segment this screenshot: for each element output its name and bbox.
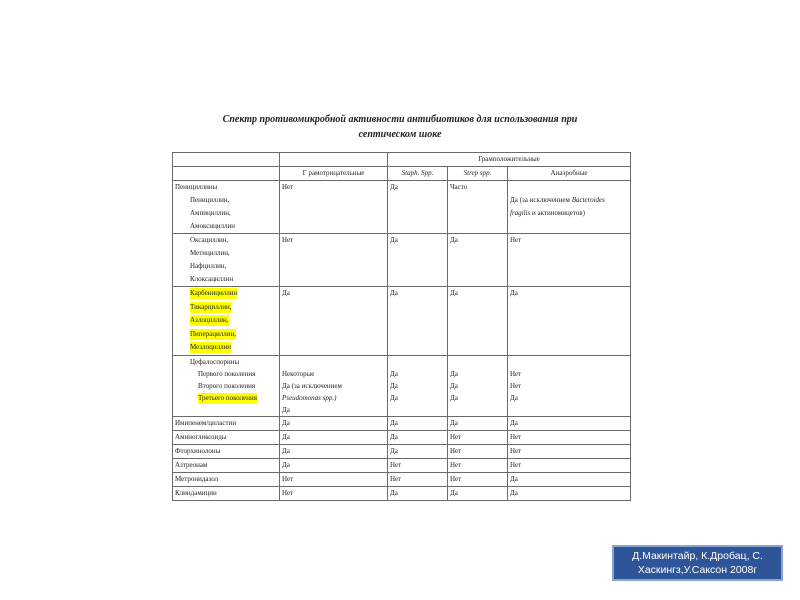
strep-cell: Нет [448,444,508,458]
staph-cell: Да [388,486,448,500]
anaer-species: Bacteroides [571,196,605,204]
title-line-2: септическом шоке [358,129,442,140]
strep-value: Да [450,393,458,402]
gram-neg-value: Pseudomonas spp.) [282,393,337,402]
anaerobes-cell: Да [508,472,631,486]
drug-cell [173,287,280,356]
strep-cell: Нет [448,430,508,444]
anaerobes-cell: Нет [508,458,631,472]
drug-name-highlighted: Тикарциллин, [190,302,232,311]
table-row [173,430,631,444]
gram-neg-cell: Нет [280,486,388,500]
gram-neg-cell: Да [280,458,388,472]
drug-name: Клоксациллин [190,275,234,283]
strep-value: Да [450,369,458,378]
anaerobes-cell: Нет [508,430,631,444]
anaerobes-cell: Да [508,287,631,356]
credit-line-2: Хаскингз,У.Саксон 2008г [637,564,758,576]
anaer-value: Нет [510,381,522,390]
strep-cell: Да [448,486,508,500]
header-gram-positive: Грамположительные [388,153,631,167]
gram-neg-value: Да [282,405,290,414]
antibiotic-spectrum-table [172,152,631,501]
anaer-text-2: и актиномицетов) [530,209,585,217]
drug-name: Ампициллин, [190,209,231,217]
author-credit-box [612,545,783,581]
header-staph: Staph. Spp. [388,167,448,181]
drug-name-highlighted: Карбенициллин [190,289,238,297]
table-row [173,472,631,486]
staph-cell [388,355,448,416]
drug-cell [173,355,280,416]
header-empty-cell [173,153,280,167]
gram-neg-cell [280,355,388,416]
table-row [173,458,631,472]
strep-cell: Да [448,287,508,356]
gram-neg-cell: Да [280,416,388,430]
table-row-cephalosporins [173,355,631,416]
drug-name: Оксациллин, [190,236,229,244]
staph-cell: Да [388,287,448,356]
gram-neg-cell: Нет [280,234,388,287]
table-row-oxacillin-group [173,234,631,287]
anaerobes-cell [508,355,631,416]
gram-neg-cell: Да [280,444,388,458]
slide-title [170,112,630,142]
title-line-1: Спектр противомикробной активности антибиотиков для использования при [222,114,578,125]
drug-cell [173,234,280,287]
drug-cell [173,181,280,234]
staph-value: Да [390,369,398,378]
anaerobes-cell: Нет [508,444,631,458]
header-row-1 [173,153,631,167]
staph-cell: Да [388,444,448,458]
group-name: Цефалоспорины [190,357,240,366]
staph-cell: Нет [388,472,448,486]
staph-cell: Нет [388,458,448,472]
drug-name-highlighted: Третьего поколения [198,393,257,402]
anaer-value: Да [510,393,518,402]
staph-cell: Да [388,430,448,444]
header-row-2 [173,167,631,181]
gram-neg-value: Некоторые [282,369,315,378]
drug-name: Пенициллин, [190,196,230,204]
drug-cell: Клиндамицин [173,486,280,500]
group-name: Пенициллины [175,183,218,191]
gram-neg-cell: Нет [280,181,388,234]
strep-cell: Нет [448,458,508,472]
gram-neg-cell: Нет [280,472,388,486]
header-gram-negative: Г рамотрицательные [280,167,388,181]
strep-cell: Да [448,234,508,287]
strep-cell [448,355,508,416]
drug-cell: Имипенем/циластин [173,416,280,430]
drug-cell: Метронидазол [173,472,280,486]
drug-name-highlighted: Азлоциллин, [190,316,229,325]
drug-cell: Азтреонам [173,458,280,472]
strep-cell: Да [448,416,508,430]
strep-cell: Нет [448,472,508,486]
drug-name: Метициллин, [190,249,230,257]
drug-name: Первого поколения [198,369,256,378]
anaer-value: Нет [510,369,522,378]
table-row-carbenicillin-group [173,287,631,356]
anaerobes-cell: Нет [508,234,631,287]
anaerobes-cell: Да [508,416,631,430]
gram-neg-cell: Да [280,430,388,444]
drug-cell: Фторхинолоны [173,444,280,458]
table-row [173,486,631,500]
drug-name: Нафциллин, [190,262,227,270]
strep-value: Да [450,381,458,390]
staph-cell: Да [388,181,448,234]
credit-line-1: Д.Макинтайр, К.Дробац, С. [632,550,763,562]
gram-neg-cell: Да [280,287,388,356]
drug-cell: Аминогликозиды [173,430,280,444]
staph-cell: Да [388,234,448,287]
drug-name: Второго поколения [198,381,256,390]
table-row [173,444,631,458]
header-strep: Strep spp. [448,167,508,181]
staph-value: Да [390,381,398,390]
anaer-text: Да (за исключением [510,196,572,204]
anaerobes-cell [508,181,631,234]
anaer-species-2: fragilis [510,209,531,217]
drug-name-highlighted: Пиперациллин, [190,329,236,338]
drug-name: Амоксициллин [190,222,236,230]
gram-neg-value: Да (за исключением [282,381,342,390]
table-row-penicillins [173,181,631,234]
strep-cell: Часто [448,181,508,234]
header-anaerobes: Анаэробные [508,167,631,181]
header-empty-cell-3 [173,167,280,181]
staph-cell: Да [388,416,448,430]
staph-value: Да [390,393,398,402]
drug-name-highlighted: Мезлоциллин [190,343,232,352]
anaerobes-cell: Да [508,486,631,500]
table-row [173,416,631,430]
header-empty-cell-2 [280,153,388,167]
